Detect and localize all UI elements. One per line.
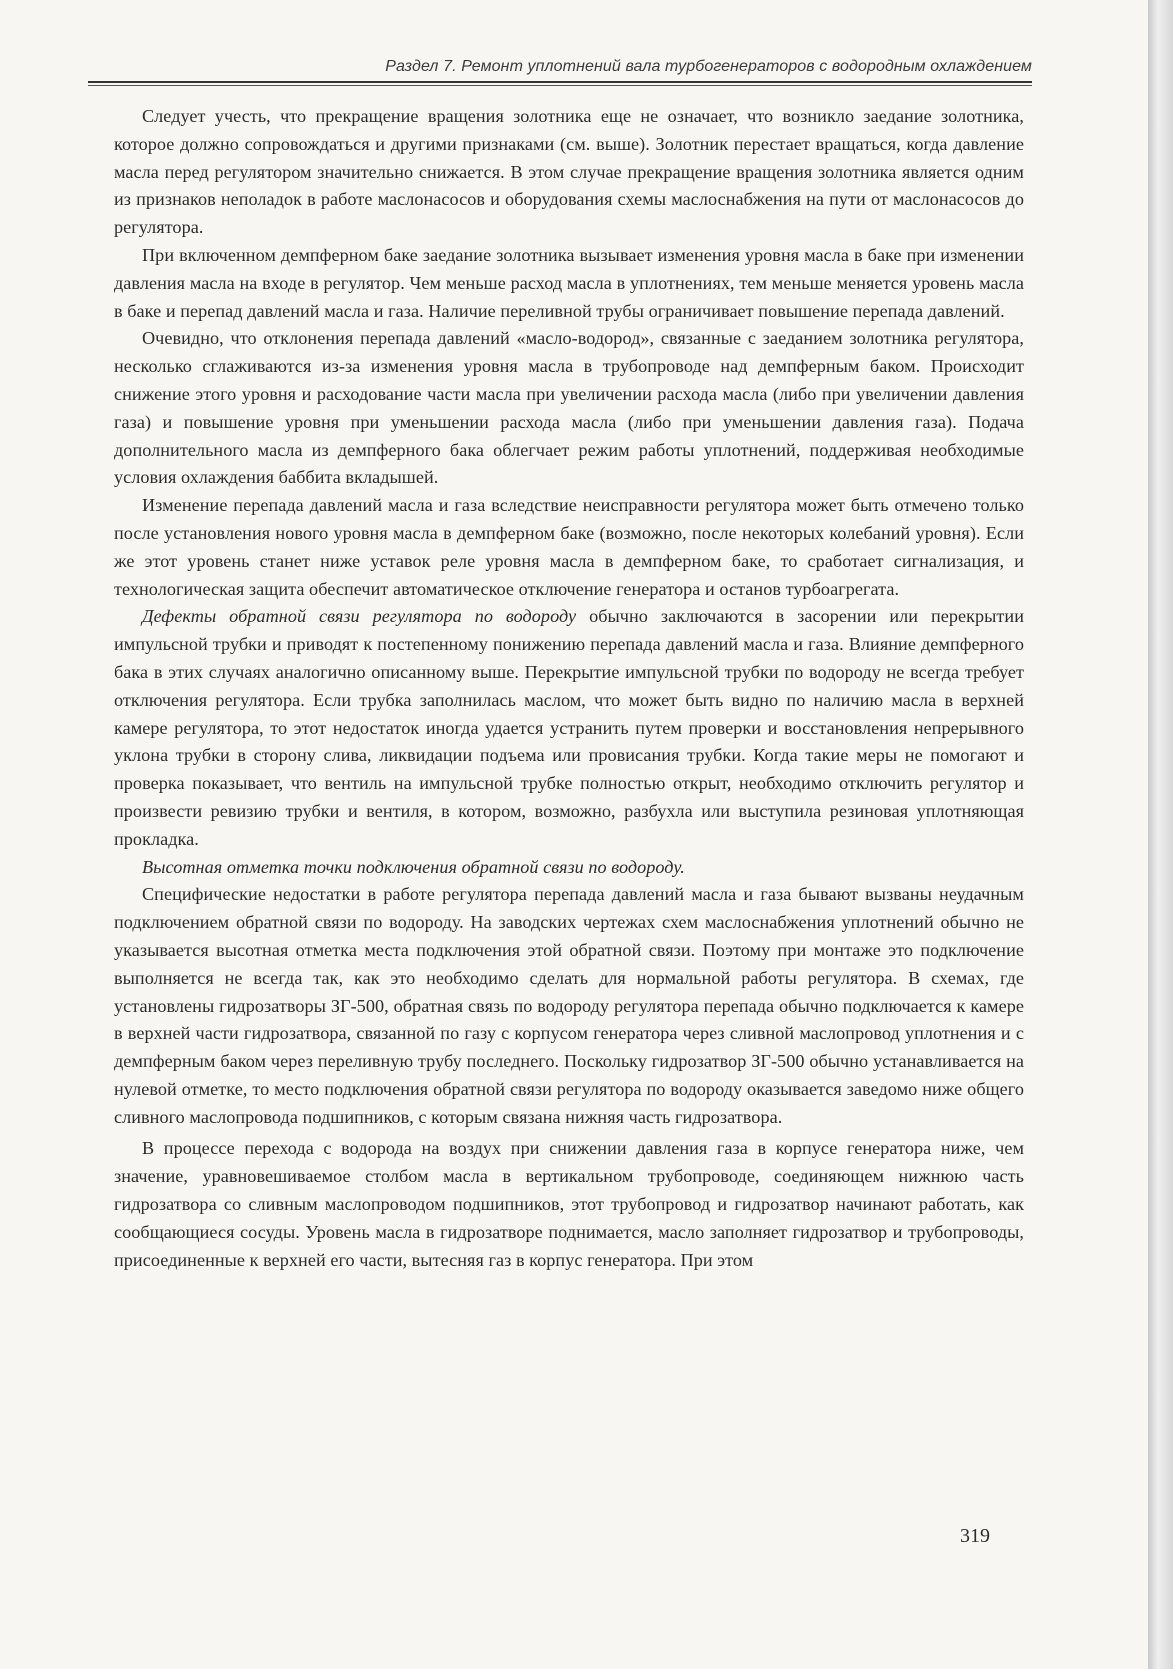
paragraph-3: Очевидно, что отклонения перепада давлений «масло-водород», связанные с заеданием золотника регулятора, несколько сглаживаются из-за изменения уровня масла в трубопроводе над демпферным баком. Происходит снижение этого уровня и расходование части масла при увеличении расхода масла (либо при увеличении давления газа) и повышение уровня при уменьшении расхода масла (либо при уменьшении давления газа). Подача дополнительного масла из демпферного бака облегчает режим работы уплотнений, поддерживая необходимые условия охлаждения баббита вкладышей. — [114, 328, 1024, 488]
section-subheading: Высотная отметка точки подключения обратной связи по водороду. — [142, 856, 685, 877]
running-header: Раздел 7. Ремонт уплотнений вала турбогенераторов с водородным охлаждением — [385, 58, 1032, 75]
paragraph-2: При включенном демпферном баке заедание золотника вызывает изменения уровня масла в баке при изменении давления масла на входе в регулятор. Чем меньше расход масла в уплотнениях, тем меньше меняется уровень масла в баке и перепад давлений масла и газа. Наличие переливной трубы ограничивает повышение перепада давлений. — [114, 244, 1024, 321]
paragraph-5-body: обычно заключаются в засорении или перекрытии импульсной трубки и приводят к постепенному понижению перепада давлений масла и газа. Влияние демпферного бака в этих случаях аналогично описанному выше. Перекрытие импульсной трубки по водороду не всегда требует отключения регулятора. Если трубка заполнилась маслом, что может быть видно по наличию масла в верхней камере регулятора, то этот недостаток иногда удается устранить путем проверки и восстановления непрерывного уклона трубки в сторону слива, ликвидации подъема или провисания трубки. Когда такие меры не помогают и проверка показывает, что вентиль на импульсной трубке полностью открыт, необходимо отключить регулятор и произвести ревизию трубки и вентиля, в котором, возможно, разбухла или выступила резиновая уплотняющая прокладка. — [114, 606, 1024, 849]
header-rule — [88, 81, 1032, 83]
page-number: 319 — [960, 1525, 990, 1547]
body-text — [114, 103, 1024, 1274]
paragraph-7: В процессе перехода с водорода на воздух при снижении давления газа в корпусе генератора ниже, чем значение, уравновешиваемое столбом масла в вертикальном трубопроводе, соединяющем нижнюю часть гидрозатвора со сливным маслопроводом подшипников, этот трубопровод и гидрозатвор начинают работать, как сообщающиеся сосуды. Уровень масла в гидрозатворе поднимается, масло заполняет гидрозатвор и трубопроводы, присоединенные к верхней его части, вытесняя газ в корпус генератора. При этом — [114, 1138, 1024, 1270]
paragraph-5 — [114, 603, 1024, 853]
paragraph-5-italic-lead: Дефекты обратной связи регулятора по водороду — [142, 606, 577, 627]
paragraph-4: Изменение перепада давлений масла и газа вследствие неисправности регулятора может быть отмечено только после установления нового уровня масла в демпферном баке (возможно, после некоторых колебаний уровня). Если же этот уровень станет ниже уставок реле уровня масла в демпферном баке, то сработает сигнализация, и технологическая защита обеспечит автоматическое отключение генератора и останов турбоагрегата. — [114, 495, 1024, 599]
paragraph-1: Следует учесть, что прекращение вращения золотника еще не означает, что возникло заедание золотника, которое должно сопровождаться и другими признаками (см. выше). Золотник перестает вращаться, когда давление масла перед регулятором значительно снижается. В этом случае прекращение вращения золотника является одним из признаков неполадок в работе маслонасосов и оборудования схемы маслоснабжения на пути от маслонасосов до регулятора. — [114, 106, 1024, 238]
header-rule-secondary — [88, 85, 1032, 86]
page-edge — [1148, 0, 1173, 1669]
paragraph-6: Специфические недостатки в работе регулятора перепада давлений масла и газа бывают вызваны неудачным подключением обратной связи по водороду. На заводских чертежах схем маслоснабжения уплотнений обычно не указывается высотная отметка места подключения этой обратной связи. Поэтому при монтаже это подключение выполняется не всегда так, как это необходимо сделать для нормальной работы регулятора. В схемах, где установлены гидрозатворы ЗГ-500, обратная связь по водороду регулятора перепада обычно подключается к камере в верхней части гидрозатвора, связанной по газу с корпусом генератора через сливной маслопровод уплотнения и с демпферным баком через переливную трубу последнего. Поскольку гидрозатвор ЗГ-500 обычно устанавливается на нулевой отметке, то место подключения обратной связи регулятора по водороду оказывается заведомо ниже общего сливного маслопровода подшипников, с которым связана нижняя часть гидрозатвора. — [114, 884, 1024, 1127]
